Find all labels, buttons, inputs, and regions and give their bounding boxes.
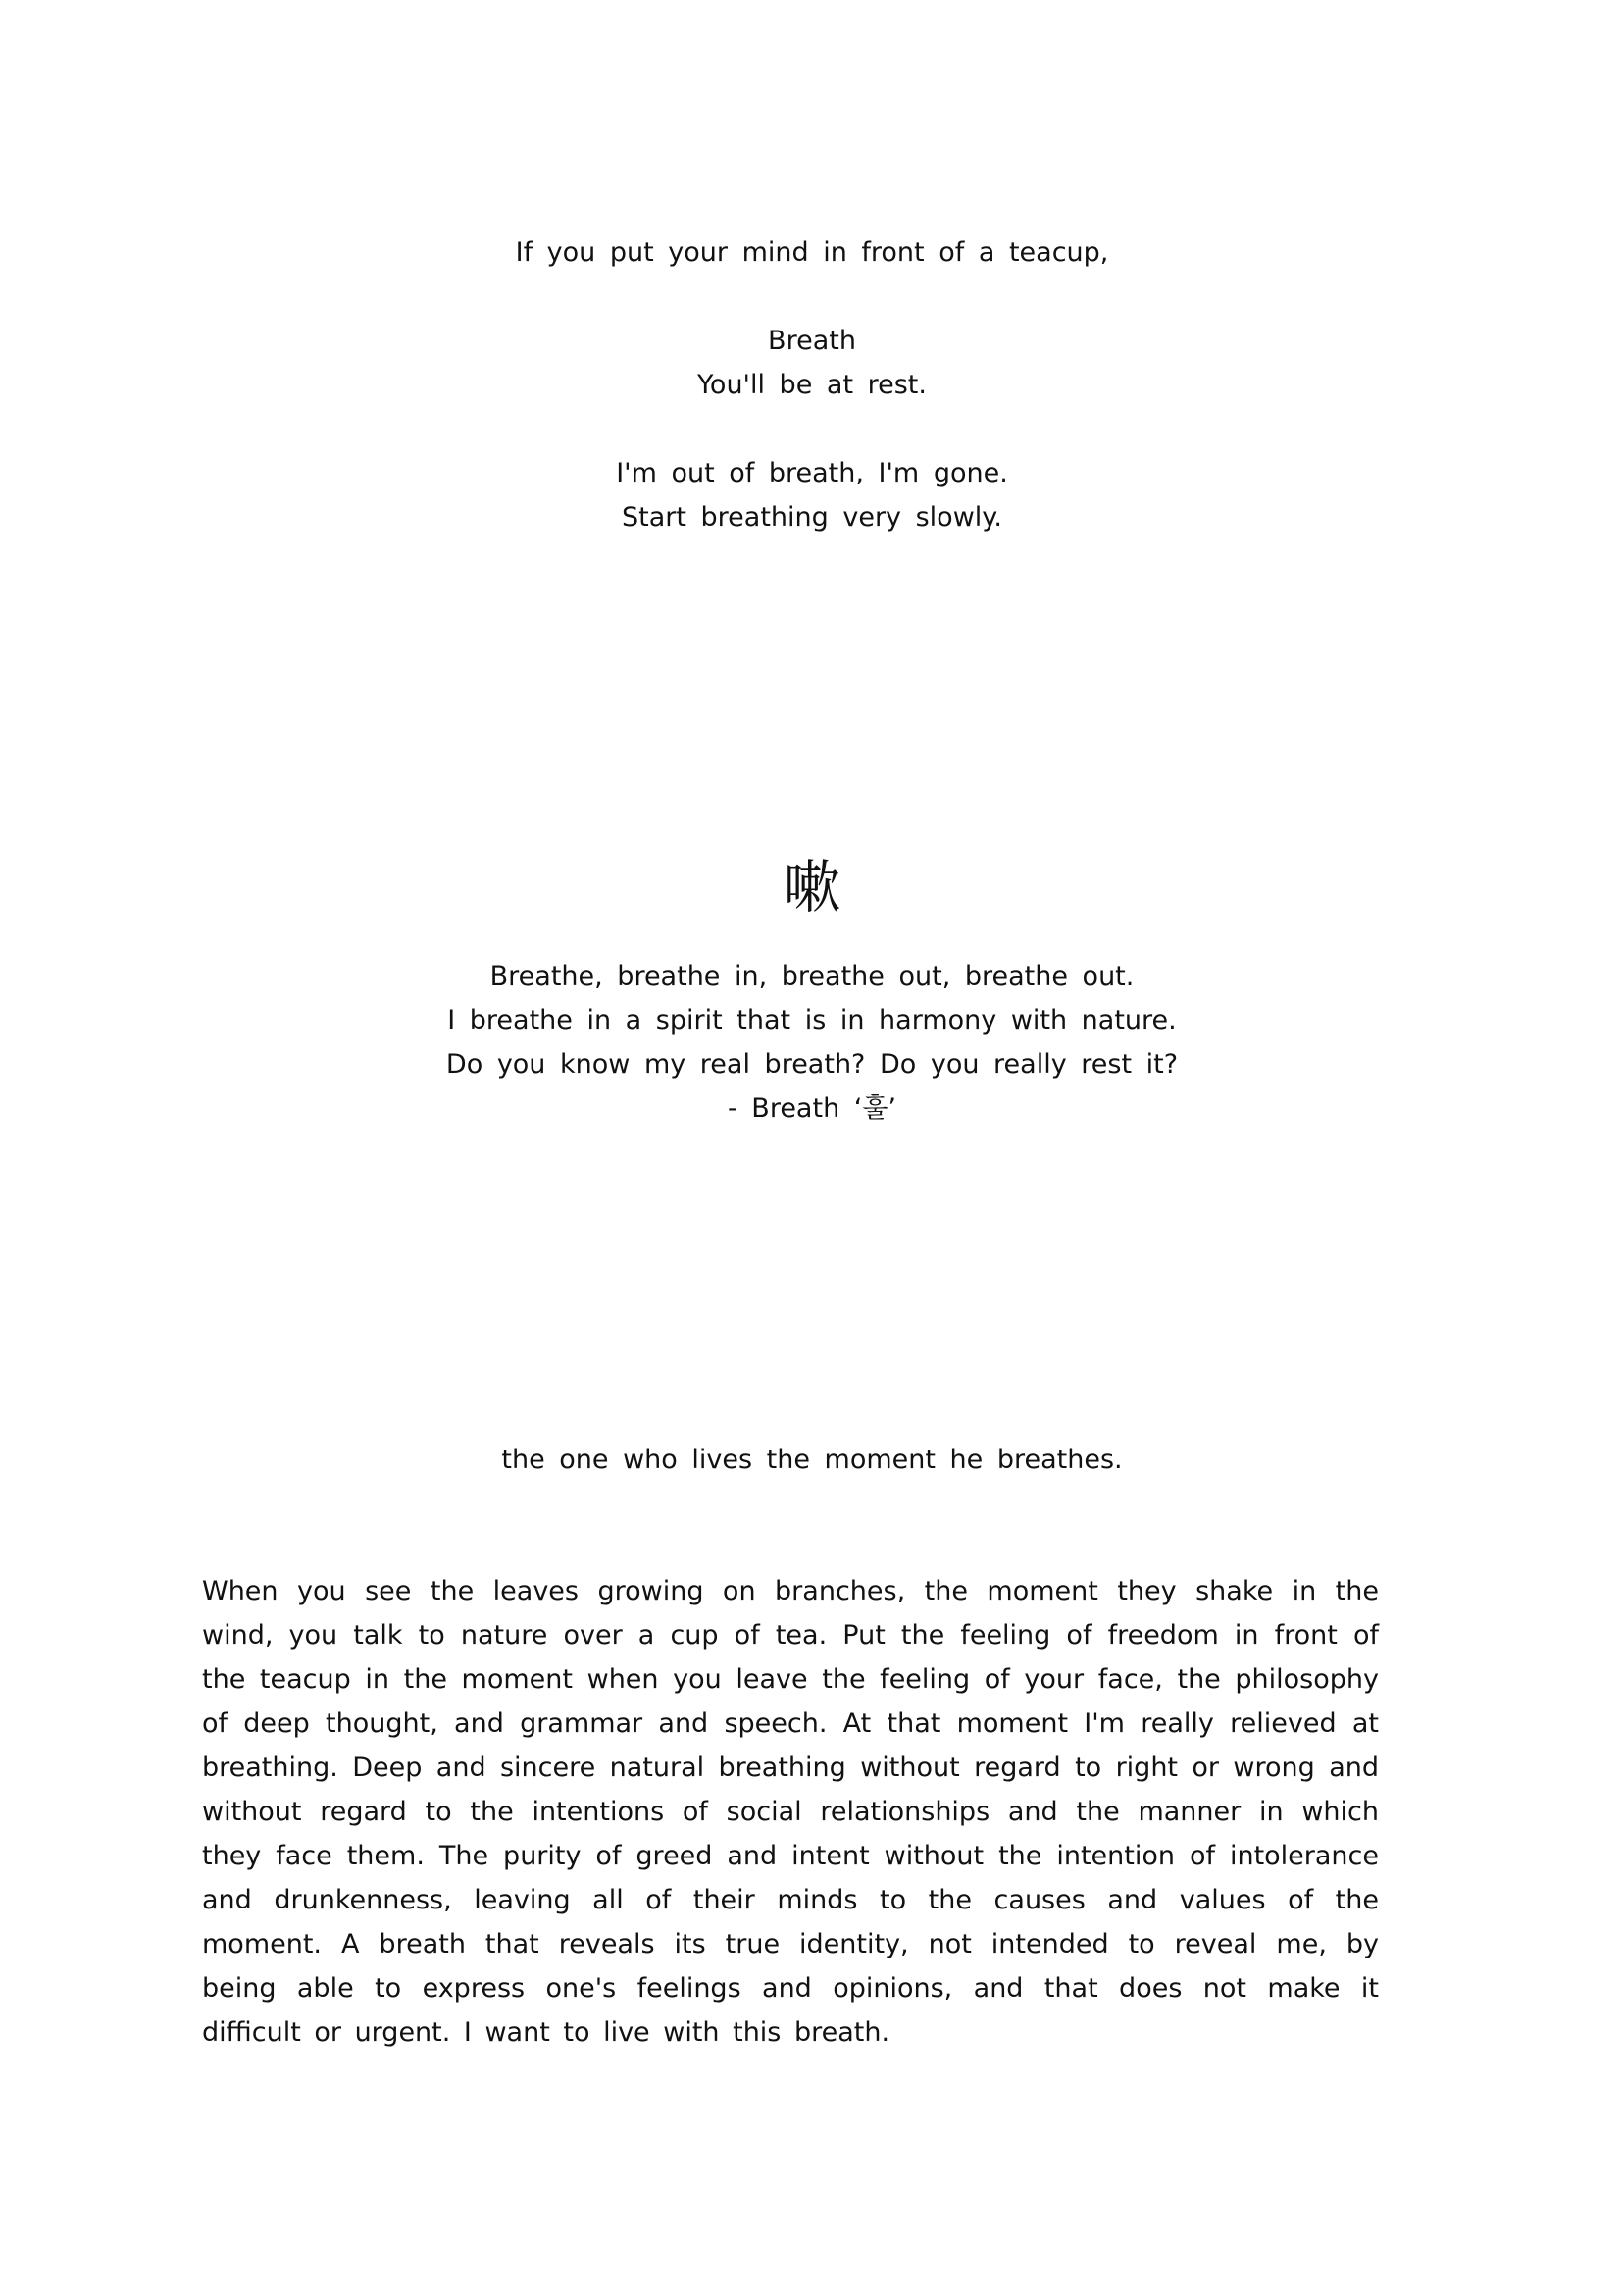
hanja-character: 嗽 [783, 854, 840, 921]
subtitle: the one who lives the moment he breathes. [501, 1445, 1123, 1475]
poem-line-2: Breath [768, 326, 856, 356]
verse-line-1: Breathe, breathe in, breathe out, breathe out. [489, 961, 1135, 992]
poem-line-4: I'm out of breath, I'm gone. [616, 458, 1008, 488]
verse-line-3: Do you know my real breath? Do you really rest it? [445, 1049, 1179, 1080]
poem-line-3: You'll be at rest. [697, 370, 927, 400]
poem-line-1: If you put your mind in front of a teacup, [515, 237, 1109, 268]
verse-attribution: - Breath ‘훌’ [727, 1094, 897, 1124]
verse-line-2: I breathe in a spirit that is in harmony with nature. [447, 1005, 1177, 1036]
poem-line-5: Start breathing very slowly. [621, 502, 1002, 533]
body-paragraph: When you see the leaves growing on branches, the moment they shake in the wind, you talk to nature over a cup of tea. Put the feeling of freedom in front of the teacup in the moment when you leave the feeling of your face, the philosophy of deep thought, and grammar and speech. At that moment I'm really relieved at breathing. Deep and sincere natural breathing without regard to right or wrong and without regard to the intentions of social relationships and the manner in which they face them. The purity of greed and intent without the intention of intolerance and drunkenness, leaving all of their minds to the causes and values of the moment. A breath that reveals its true identity, not intended to reveal me, by being able to express one's feelings and opinions, and that does not make it difficult or urgent. I want to live with this breath. [202, 1576, 1379, 2048]
